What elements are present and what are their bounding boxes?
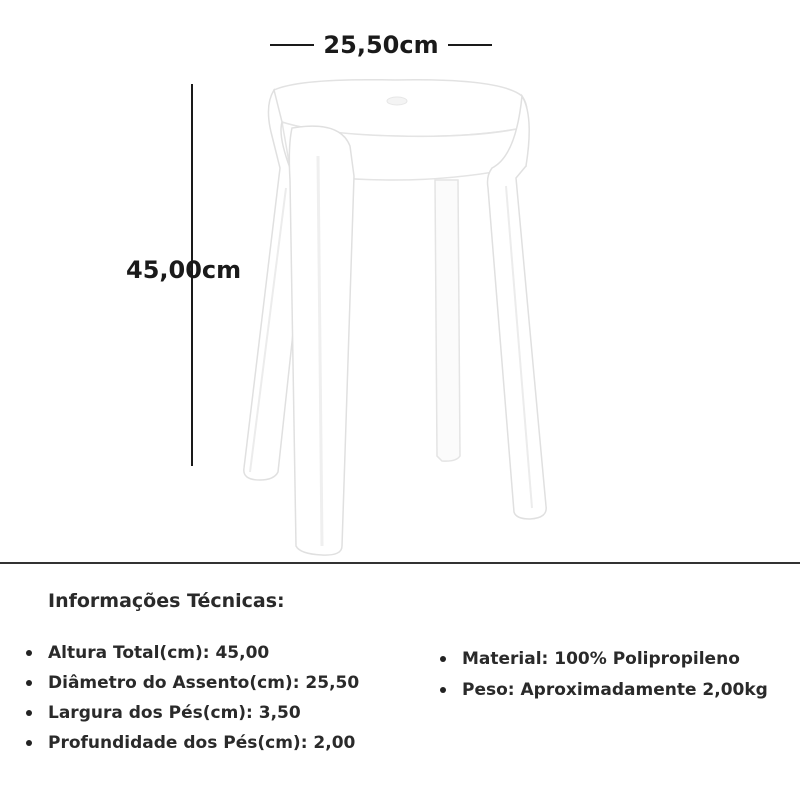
spec-item-text: Largura dos Pés(cm): 3,50 — [48, 703, 301, 723]
specs-list-right — [440, 643, 768, 705]
width-dimension-label: 25,50cm — [323, 31, 439, 59]
section-divider — [0, 562, 800, 564]
width-dimension — [270, 28, 492, 62]
spec-item-text: Diâmetro do Assento(cm): 25,50 — [48, 673, 360, 693]
height-dimension-label: 45,00cm — [126, 256, 242, 284]
stool-seat-hole — [387, 97, 407, 105]
bullet-icon — [26, 650, 32, 656]
spec-item-text: Peso: Aproximadamente 2,00kg — [462, 679, 768, 700]
stool-image — [230, 76, 560, 556]
specs-title: Informações Técnicas: — [48, 590, 285, 612]
bullet-icon — [440, 687, 446, 693]
spec-item — [26, 698, 359, 728]
spec-item-text: Material: 100% Polipropileno — [462, 648, 740, 669]
bullet-icon — [26, 710, 32, 716]
spec-item — [26, 668, 359, 698]
width-dimension-line-left — [270, 44, 314, 46]
spec-item — [26, 728, 359, 758]
bullet-icon — [440, 656, 446, 662]
spec-item — [440, 643, 768, 674]
bullet-icon — [26, 740, 32, 746]
stool-back-leg — [435, 180, 460, 461]
spec-item — [26, 638, 359, 668]
spec-item-text: Altura Total(cm): 45,00 — [48, 643, 270, 663]
bullet-icon — [26, 680, 32, 686]
spec-item — [440, 674, 768, 705]
specs-list-left — [26, 638, 359, 758]
width-dimension-line-right — [448, 44, 492, 46]
spec-item-text: Profundidade dos Pés(cm): 2,00 — [48, 733, 356, 753]
